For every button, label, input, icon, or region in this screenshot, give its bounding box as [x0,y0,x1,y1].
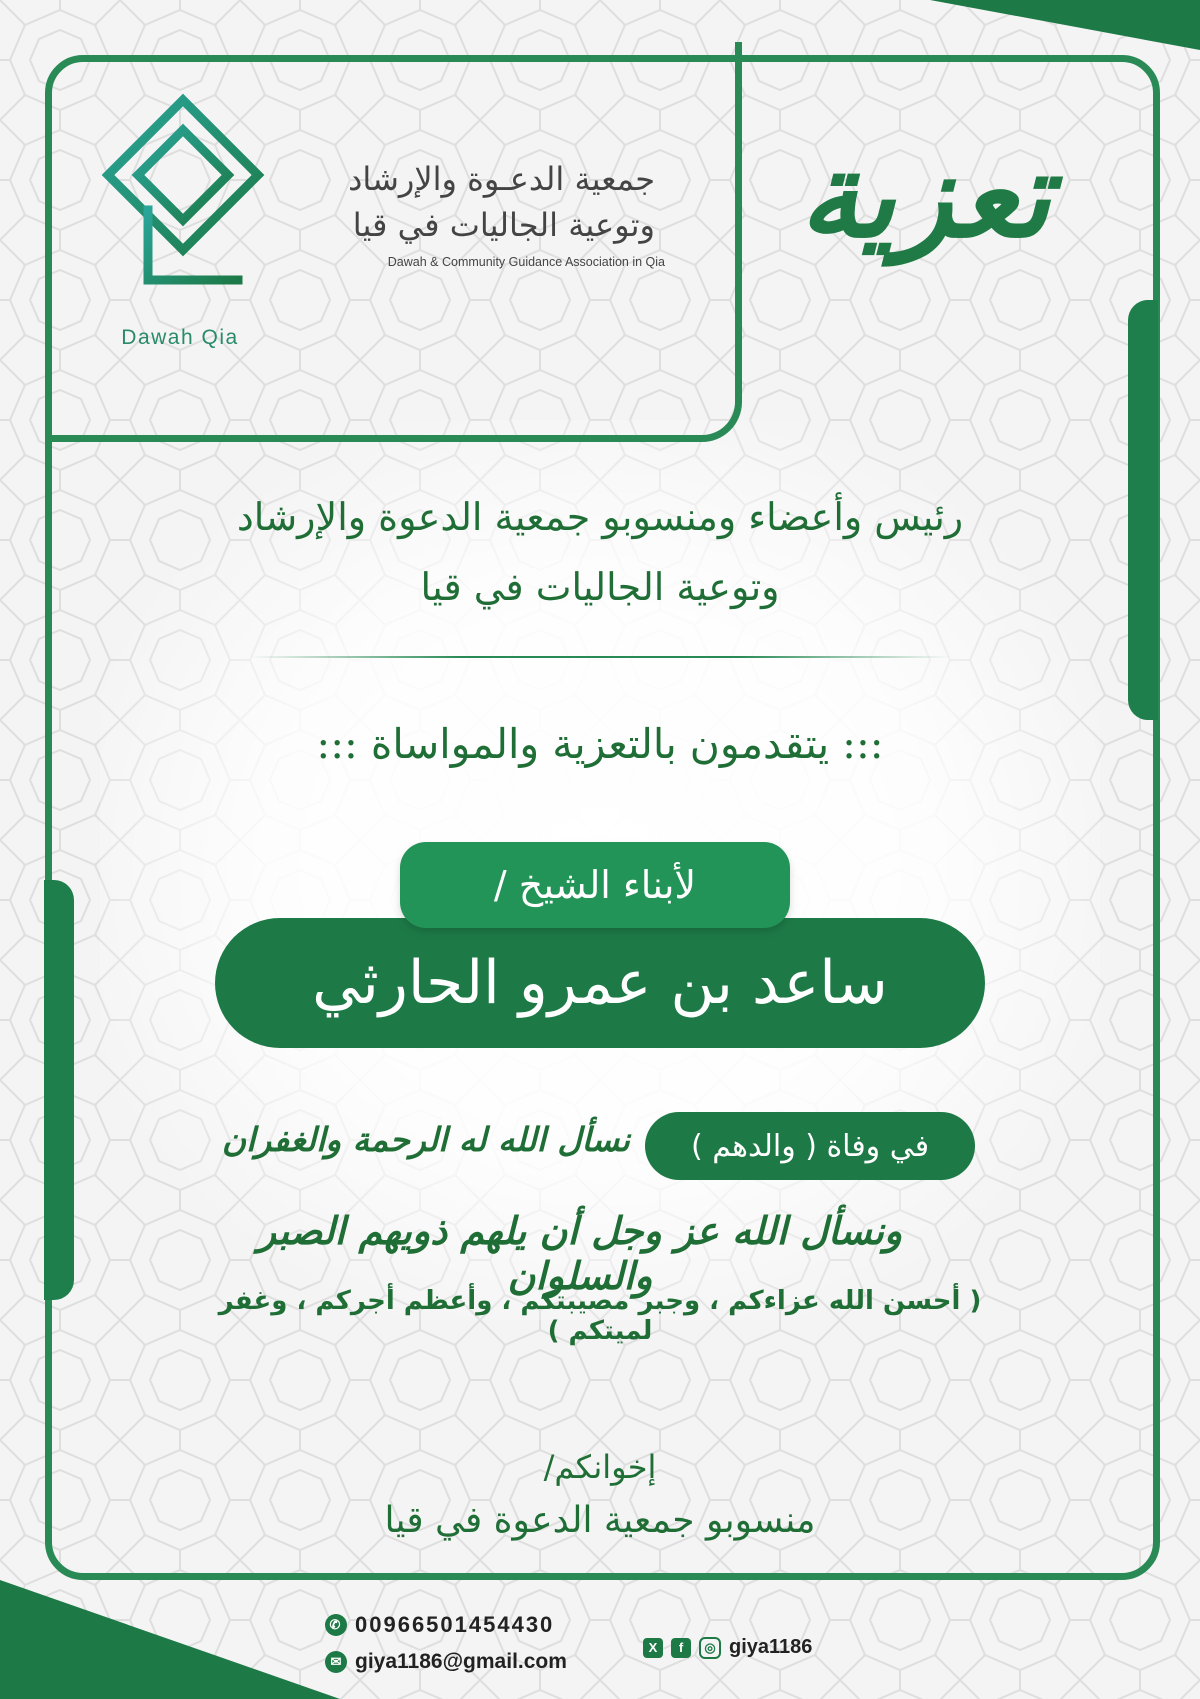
org-name-ar-line2: وتوعية الجاليات في قيا [352,206,655,244]
phone-contact [325,1612,554,1638]
signature-name: منسوبو جمعية الدعوة في قيا [384,1500,816,1541]
signature-label: إخوانكم/ [543,1448,657,1486]
association-logo-icon [88,80,278,310]
corner-decoration-bottom-left [0,1570,340,1699]
whatsapp-icon: ✆ [325,1614,347,1636]
sons-label-badge [400,842,790,928]
intro-line-2: وتوعية الجاليات في قيا [420,565,780,609]
org-name-ar-line1: جمعية الدعـوة والإرشاد [348,160,655,198]
phone-number[interactable]: 00966501454430 [355,1612,555,1637]
sons-label: لأبناء الشيخ / [493,863,697,907]
social-handle[interactable]: giya1186 [729,1636,813,1658]
email-contact [325,1650,567,1674]
logo-caption: Dawah Qia [121,326,239,349]
org-name-en: Dawah & Community Guidance Association in Qia [387,255,665,269]
condolence-offer: ::: يتقدمون بالتعزية والمواساة ::: [316,720,884,768]
deceased-name-banner [215,918,985,1048]
instagram-icon[interactable]: ◎ [699,1637,721,1659]
x-twitter-icon[interactable]: X [643,1638,663,1658]
side-accent-left [44,880,74,1300]
patience-prayer: ونسأل الله عز وجل أن يلهم ذويهم الصبر والسلوان [257,1208,903,1298]
heading-calligraphy: تعزية [799,125,1051,264]
mercy-prayer: نسأل الله له الرحمة والغفران [221,1120,630,1159]
death-label: في وفاة ( والدهم ) [690,1128,930,1164]
condolence-phrase: ( أحسن الله عزاءكم ، وجبر مصيبتكم ، وأعظم أجركم ، وغفر لميتكم ) [218,1286,982,1346]
facebook-icon[interactable]: f [671,1638,691,1658]
side-accent-right [1128,300,1158,720]
death-label-badge [645,1112,975,1180]
email-icon: ✉ [325,1651,347,1673]
intro-line-1: رئيس وأعضاء ومنسوبو جمعية الدعوة والإرشاد [236,495,964,539]
email-address[interactable]: giya1186@gmail.com [355,1650,567,1673]
social-contact [643,1636,812,1659]
divider-line [250,656,950,658]
deceased-name: ساعد بن عمرو الحارثي [312,948,888,1018]
